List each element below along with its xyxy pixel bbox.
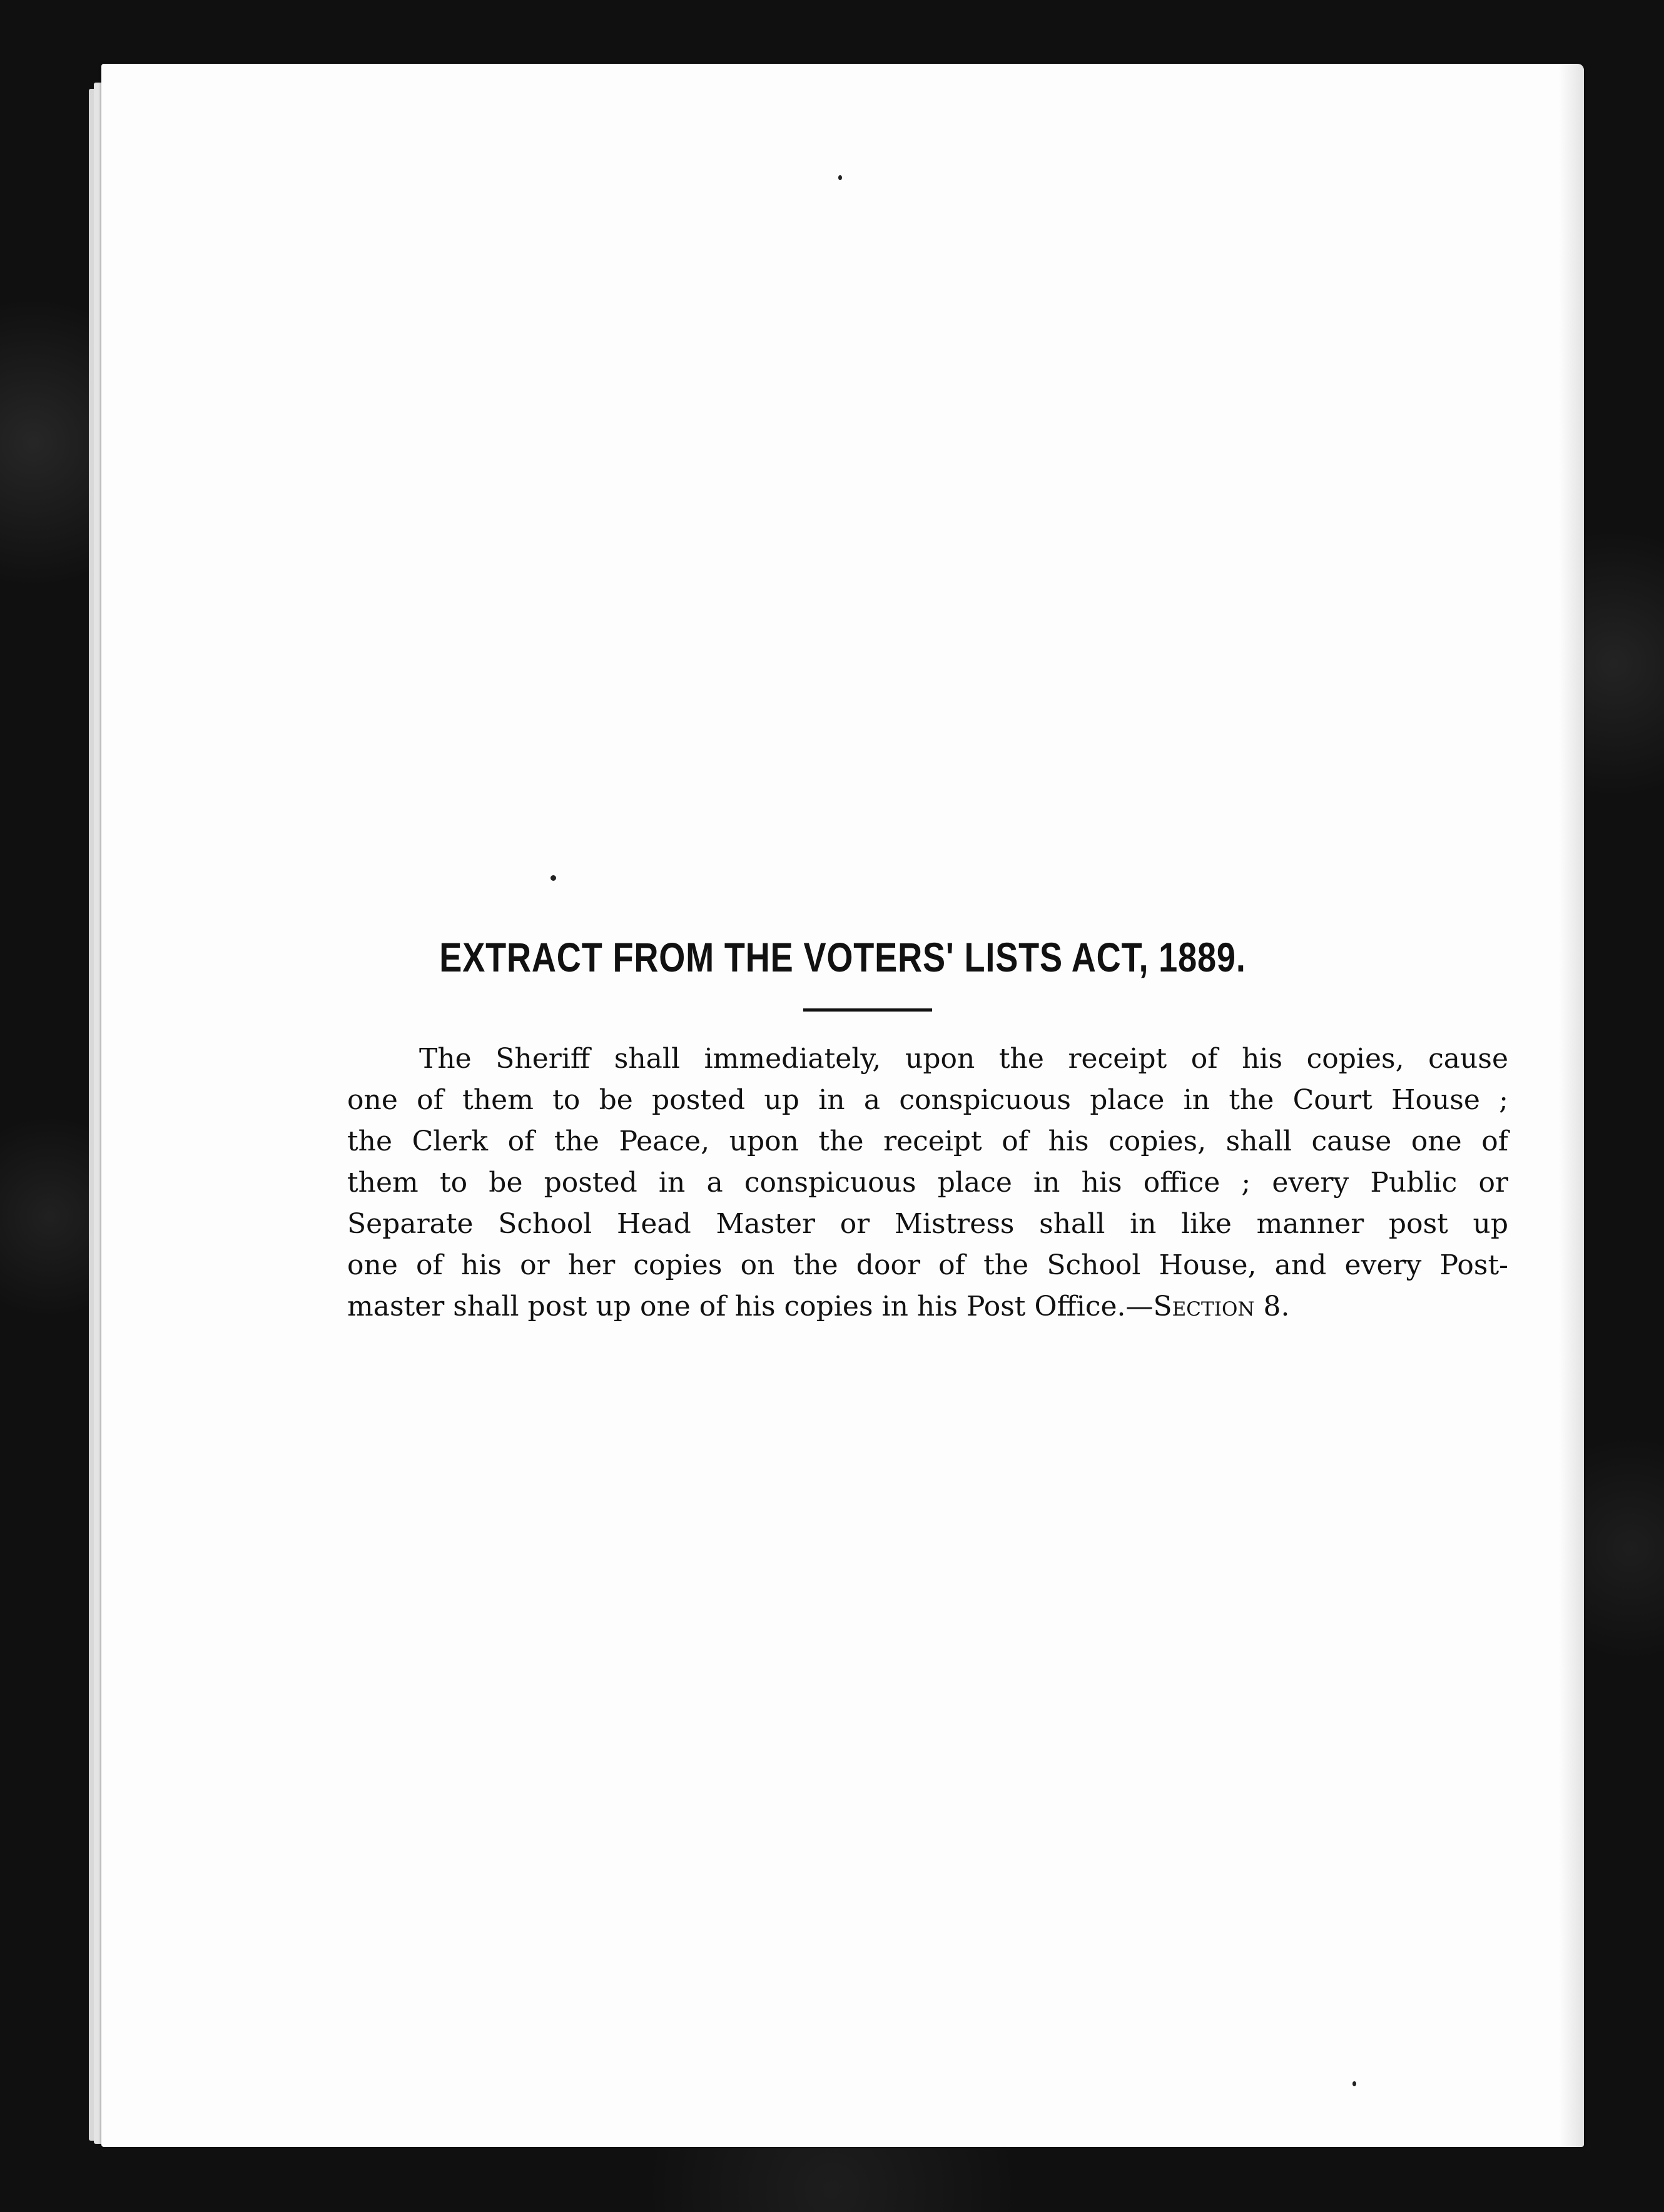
title-divider — [803, 1008, 932, 1012]
paragraph-line: the Clerk of the Peace, upon the receipt of his copies, shall cause one of — [347, 1125, 1508, 1157]
scan-speck — [838, 175, 842, 180]
scan-speck — [550, 875, 556, 881]
extract-paragraph — [347, 1038, 1508, 1327]
paragraph-line: Separate School Head Master or Mistress shall in like manner post up — [347, 1208, 1508, 1240]
document-title: EXTRACT FROM THE VOTERS' LISTS ACT, 1889. — [439, 934, 1246, 980]
paragraph-last-line — [347, 1286, 1508, 1327]
scan-speck — [1352, 2081, 1356, 2086]
section-reference: Section 8. — [1153, 1291, 1290, 1322]
paragraph-line: The Sheriff shall immediately, upon the receipt of his copies, cause — [419, 1043, 1508, 1075]
paragraph-line: them to be posted in a conspicuous place in his office ; every Public or — [347, 1167, 1508, 1199]
paragraph-line: master shall post up one of his copies in his Post Office.— — [347, 1291, 1154, 1322]
paragraph-line: one of them to be posted up in a conspicuous place in the Court House ; — [347, 1084, 1508, 1116]
paragraph-line: one of his or her copies on the door of the School House, and every Post- — [347, 1249, 1508, 1281]
document-page — [101, 64, 1584, 2147]
